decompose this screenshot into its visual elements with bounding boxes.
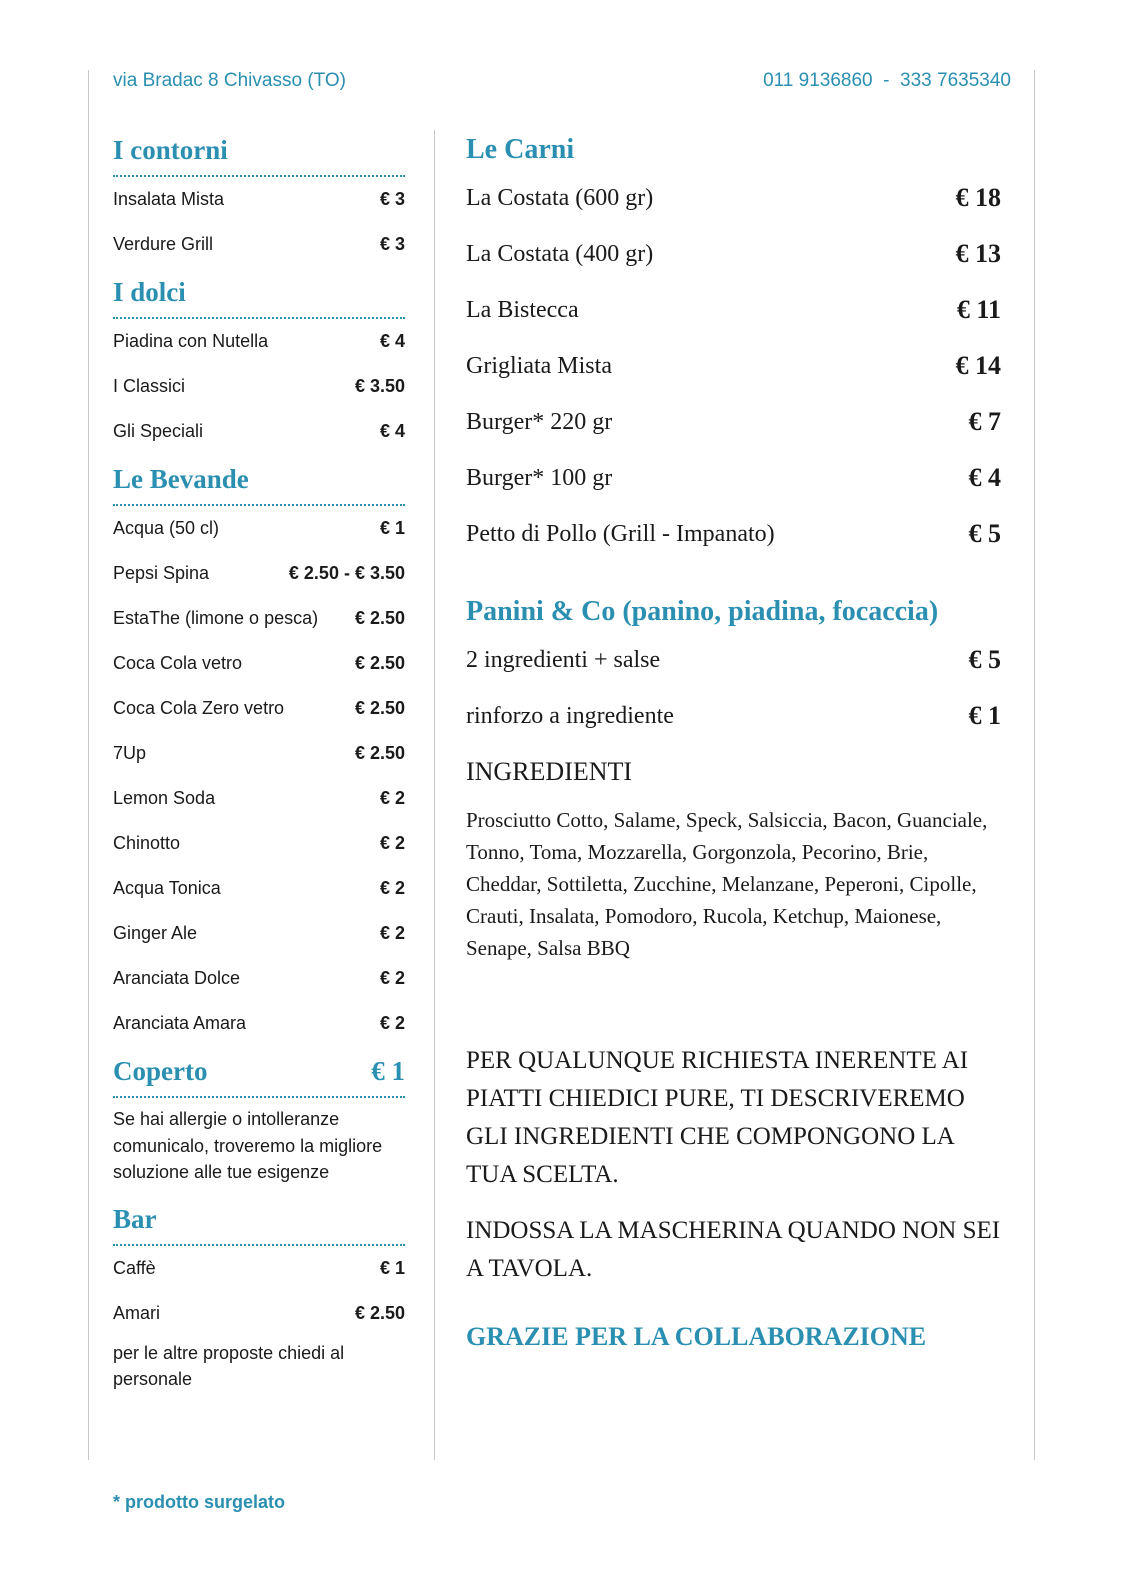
column-divider-line [434, 130, 435, 1460]
right-border-line [1034, 70, 1035, 1460]
item-price: € 4 [379, 331, 405, 351]
menu-item [113, 222, 405, 267]
section-title-panini: Panini & Co (panino, piadina, focaccia) [466, 596, 939, 627]
item-name: Insalata Mista [113, 189, 225, 209]
item-name: Lemon Soda [113, 788, 216, 808]
item-price: € 5 [968, 519, 1001, 548]
item-price: € 7 [968, 407, 1001, 436]
menu-item [466, 394, 1001, 450]
section-title-carni: Le Carni [466, 134, 575, 165]
menu-item [113, 596, 405, 641]
left-border-line [88, 70, 89, 1460]
item-name: Aranciata Amara [113, 1013, 247, 1033]
menu-item [113, 551, 405, 596]
menu-item [466, 338, 1001, 394]
menu-item [113, 177, 405, 222]
item-name: rinforzo a ingrediente [466, 702, 674, 729]
menu-item [466, 282, 1001, 338]
ingredients-list: Prosciutto Cotto, Salame, Speck, Salsiccia, Bacon, Guanciale, Tonno, Toma, Mozzarella, Gorgonzola, Pecorino, Brie, Cheddar, Sottiletta, Zucchine, Melanzane, Peperoni, Cipolle, Crauti, Insalata, Pomodoro, Rucola, Ketchup, Maionese, Senape, Salsa BBQ [466, 808, 988, 960]
section-title-coperto [113, 1046, 405, 1098]
item-name: La Costata (600 gr) [466, 184, 654, 211]
ingredients-heading: INGREDIENTI [466, 757, 633, 786]
item-price: € 3.50 [354, 376, 405, 396]
item-name: Chinotto [113, 833, 181, 853]
item-price: € 2.50 [354, 743, 405, 763]
item-name: Ginger Ale [113, 923, 198, 943]
item-name: Pepsi Spina [113, 563, 210, 583]
item-name: Piadina con Nutella [113, 331, 269, 351]
section-title-bar: Bar [113, 1194, 405, 1246]
item-name: La Costata (400 gr) [466, 240, 654, 267]
item-price: € 11 [956, 295, 1001, 324]
item-name: 2 ingredienti + salse [466, 646, 661, 673]
item-name: Coca Cola vetro [113, 653, 243, 673]
item-price: € 2 [379, 1013, 405, 1033]
address: via Bradac 8 Chivasso (TO) [113, 70, 347, 91]
item-name: Verdure Grill [113, 234, 214, 254]
item-price: € 2 [379, 878, 405, 898]
item-name: Caffè [113, 1257, 156, 1278]
request-notice: PER QUALUNQUE RICHIESTA INERENTE AI PIATTI CHIEDICI PURE, TI DESCRIVEREMO GLI INGREDIENTI CHE COMPONGONO LA TUA SCELTA. [466, 1047, 969, 1188]
left-column [113, 125, 405, 1393]
item-name: Amari [113, 1302, 161, 1323]
item-name: La Bistecca [466, 296, 579, 323]
item-price: € 2 [379, 923, 405, 943]
section-title-contorni: I contorni [113, 125, 405, 177]
item-price: € 1 [379, 518, 405, 538]
menu-item [113, 821, 405, 866]
item-name: Burger* 220 gr [466, 408, 613, 435]
menu-item [466, 226, 1001, 282]
item-price: € 2.50 [354, 698, 405, 718]
menu-item [113, 776, 405, 821]
item-price: € 3 [379, 189, 405, 209]
item-name: Burger* 100 gr [466, 464, 613, 491]
thanks-notice: GRAZIE PER LA COLLABORAZIONE [466, 1322, 927, 1351]
item-name: EstaThe (limone o pesca) [113, 608, 319, 628]
menu-item [113, 641, 405, 686]
item-price: € 2 [379, 788, 405, 808]
menu-item [113, 1001, 405, 1046]
allergy-note: Se hai allergie o intolleranze comunicalo, troveremo la migliore soluzione alle tue esigenze [113, 1109, 383, 1182]
menu-item [113, 1246, 405, 1291]
item-price: € 3 [379, 234, 405, 254]
item-price: € 4 [379, 421, 405, 441]
menu-item [466, 450, 1001, 506]
item-price: € 14 [955, 351, 1001, 380]
item-name: Acqua Tonica [113, 878, 221, 898]
section-title-dolci: I dolci [113, 267, 405, 319]
menu-item [466, 688, 1001, 744]
item-price: € 2.50 - € 3.50 [288, 563, 405, 583]
phone-numbers: 011 9136860 - 333 7635340 [763, 70, 1011, 91]
menu-item [466, 632, 1001, 688]
menu-item [113, 409, 405, 454]
coperto-label: Coperto [113, 1056, 208, 1086]
menu-item [113, 364, 405, 409]
item-price: € 2 [379, 968, 405, 988]
item-price: € 1 [379, 1257, 405, 1278]
bar-note: per le altre proposte chiedi al personale [113, 1342, 345, 1389]
item-price: € 2 [379, 833, 405, 853]
menu-item [113, 731, 405, 776]
item-price: € 18 [955, 183, 1001, 212]
item-price: € 5 [968, 645, 1001, 674]
item-name: Coca Cola Zero vetro [113, 698, 285, 718]
menu-item [466, 506, 1001, 562]
item-price: € 2.50 [354, 653, 405, 673]
item-name: Grigliata Mista [466, 352, 612, 379]
item-price: € 1 [968, 701, 1001, 730]
right-column [466, 130, 1001, 1352]
item-name: Aranciata Dolce [113, 968, 241, 988]
item-price: € 4 [968, 463, 1001, 492]
mask-notice: INDOSSA LA MASCHERINA QUANDO NON SEI A TAVOLA. [466, 1217, 1001, 1282]
item-price: € 2.50 [354, 1302, 405, 1323]
section-title-bevande: Le Bevande [113, 454, 405, 506]
menu-item [113, 866, 405, 911]
item-price: € 2.50 [354, 608, 405, 628]
item-name: Petto di Pollo (Grill - Impanato) [466, 520, 775, 547]
menu-item [113, 506, 405, 551]
menu-item [113, 911, 405, 956]
menu-item [113, 1291, 405, 1336]
item-name: Gli Speciali [113, 421, 204, 441]
menu-item [466, 170, 1001, 226]
item-price: € 13 [955, 239, 1001, 268]
menu-item [113, 319, 405, 364]
menu-item [113, 956, 405, 1001]
item-name: 7Up [113, 743, 147, 763]
menu-item [113, 686, 405, 731]
item-name: Acqua (50 cl) [113, 518, 220, 538]
item-name: I Classici [113, 376, 186, 396]
coperto-price: € 1 [371, 1056, 405, 1086]
frozen-product-note: * prodotto surgelato [113, 1492, 285, 1512]
